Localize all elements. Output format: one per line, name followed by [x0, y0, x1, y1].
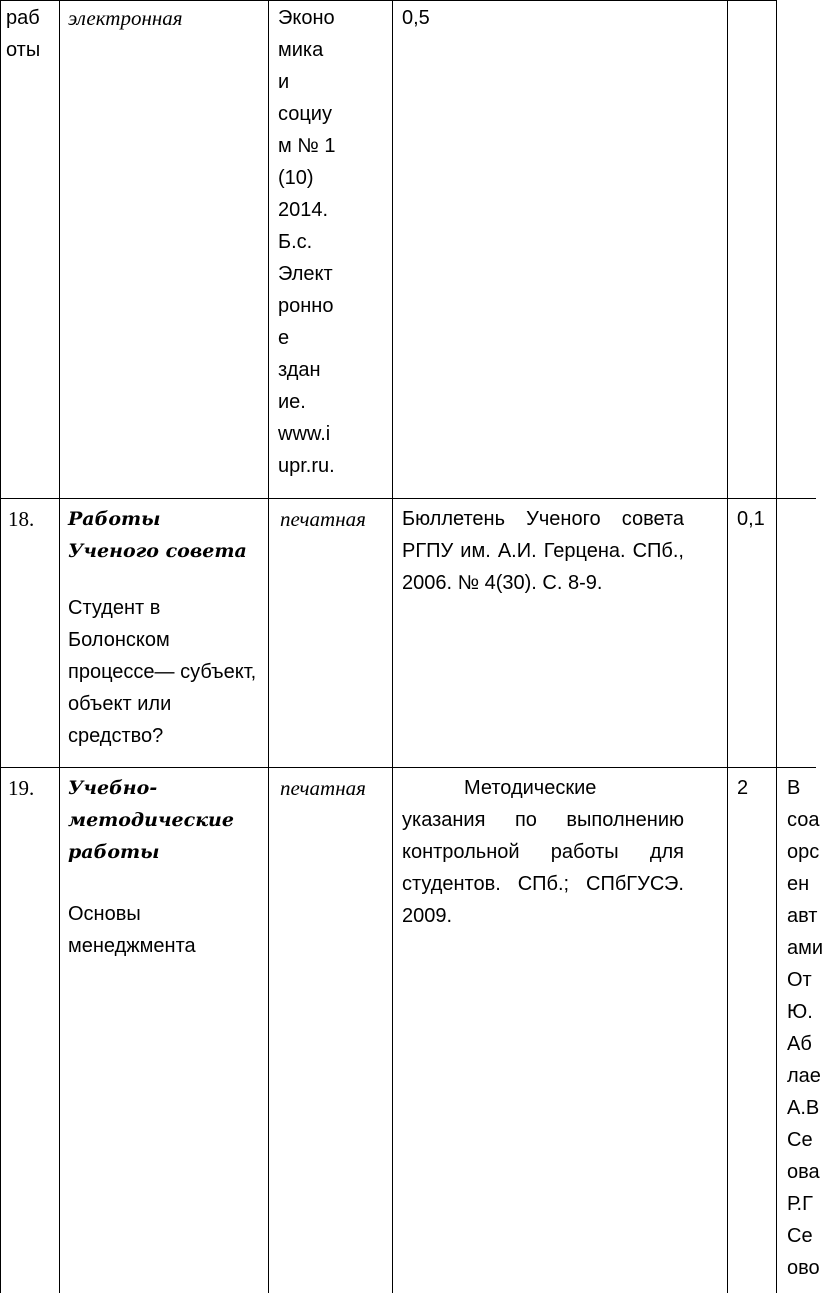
volume-cell: 0,5 — [402, 7, 430, 29]
section-title: Работы Ученого совета — [68, 508, 247, 562]
section-title: Учебно-методические работы — [68, 777, 234, 863]
column-divider — [268, 0, 269, 1293]
source-cell: Методические указания по выполнению контрольной работы для студентов. СПб.; СПбГУСЭ. 2009. — [402, 777, 684, 927]
source-cell: Эконо мика и социу м № 1 (10) 2014. Б.с. Элект ронно е здан ие. www.i upr.ru. — [278, 7, 336, 477]
volume-cell: 0,1 — [737, 508, 765, 530]
row-divider — [0, 767, 816, 768]
work-name-cell: Основы менеджмента — [68, 903, 196, 957]
publication-form-cell: печатная — [280, 507, 366, 531]
column-divider — [727, 0, 728, 1293]
volume-cell: 2 — [737, 777, 749, 799]
publication-form-cell: печатная — [280, 776, 366, 800]
work-name-cell: Студент в Болонском процессе— субъект, объект или средство? — [68, 597, 257, 747]
column-divider — [0, 0, 1, 1293]
publication-form-cell: электронная — [68, 6, 183, 30]
row-number-cell: раб оты — [6, 7, 41, 61]
table-border-top — [0, 0, 777, 1]
coauthors-cell: В соа орс ен авт ами От Ю. Аб лае А.В Се ова Р.Г Се ово — [787, 777, 823, 1279]
column-divider — [392, 0, 393, 1293]
source-cell: Бюллетень Ученого совета РГПУ им. А.И. Герцена. СПб., 2006. № 4(30). С. 8-9. — [402, 508, 684, 594]
row-divider — [0, 498, 816, 499]
column-divider — [59, 0, 60, 1293]
row-number-cell: 18. — [8, 507, 35, 531]
row-number-cell: 19. — [8, 776, 35, 800]
column-divider — [776, 0, 777, 1293]
